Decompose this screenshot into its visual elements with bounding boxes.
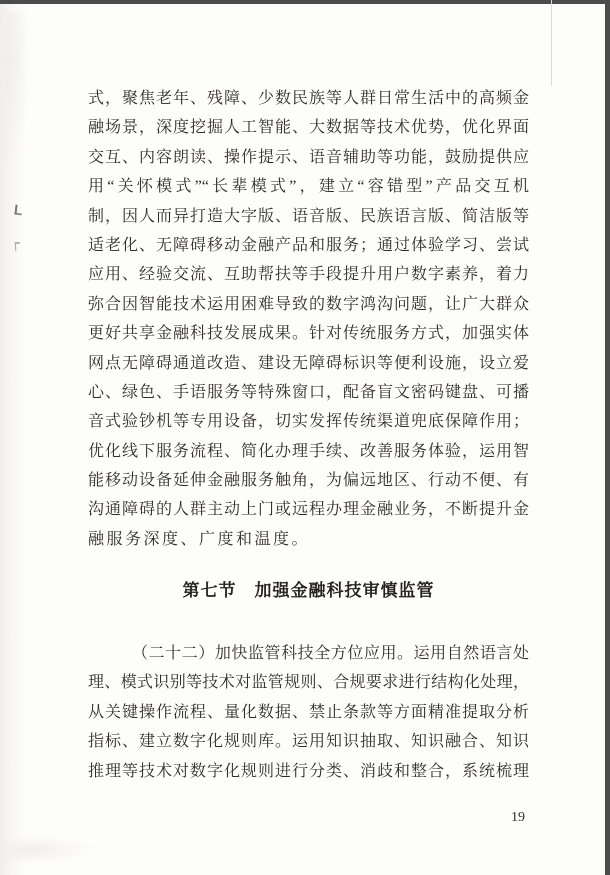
- section-heading: 第七节 加强金融科技审慎监管: [182, 581, 435, 600]
- text-line: 应用、经验交流、互助帮扶等手段提升用户数字素养，着力: [88, 266, 529, 284]
- margin-ink-speck: [14, 205, 22, 216]
- text-line: 弥合因智能技术运用困难导致的数字鸿沟问题，让广大群众: [88, 295, 529, 313]
- text-line: 交互、内容朗读、操作提示、语音辅助等功能，鼓励提供应: [88, 148, 529, 166]
- scan-artifact-line: [551, 0, 552, 86]
- page-number: 19: [511, 810, 525, 825]
- text-line: 推理等技术对数字化规则进行分类、消歧和整合，系统梳理: [88, 762, 529, 780]
- text-line: （二十二）加快监管科技全方位应用。运用自然语言处: [132, 645, 529, 662]
- text-line: 沟通障碍的人群主动上门或远程办理金融业务，不断提升金: [88, 501, 529, 519]
- text-line: 理、模式识别等技术对监管规则、合规要求进行结构化处理，: [88, 674, 529, 692]
- scan-edge-right: [605, 0, 610, 875]
- text-line: 适老化、无障碍移动金融产品和服务；通过体验学习、尝试: [88, 236, 529, 254]
- text-line: 网点无障碍通道改造、建设无障碍标识等便利设施，设立爱: [88, 354, 529, 372]
- scan-smudge-bottom-left: [0, 836, 95, 864]
- text-line: 融服务深度、广度和温度。: [88, 530, 311, 548]
- text-line: 融场景，深度挖掘人工智能、大数据等技术优势，优化界面: [88, 119, 529, 137]
- paragraph-continuation: [88, 84, 529, 554]
- text-line: 制，因人而异打造大字版、语音版、民族语言版、简洁版等: [88, 207, 529, 225]
- scan-smudge-top-left: [0, 12, 30, 172]
- margin-ink-speck: [15, 242, 21, 251]
- text-line: 式，聚焦老年、残障、少数民族等人群日常生活中的高频金: [88, 90, 529, 107]
- text-line: 能移动设备延伸金融服务触角，为偏远地区、行动不便、有: [88, 472, 529, 490]
- text-line: 心、绿色、手语服务等特殊窗口，配备盲文密码键盘、可播: [88, 383, 529, 401]
- scan-edge-top: [0, 0, 610, 4]
- text-line: 用“关怀模式”“长辈模式”，建立“容错型”产品交互机: [88, 178, 529, 196]
- paragraph-clause-22: [88, 639, 529, 786]
- text-line: 优化线下服务流程、简化办理手续、改善服务体验，运用智: [88, 442, 529, 460]
- text-line: 从关键操作流程、量化数据、禁止条款等方面精准提取分析: [88, 703, 529, 721]
- text-line: 指标、建立数字化规则库。运用知识抽取、知识融合、知识: [88, 733, 529, 751]
- text-line: 音式验钞机等专用设备，切实发挥传统渠道兜底保障作用；: [88, 413, 529, 431]
- text-line: 更好共享金融科技发展成果。针对传统服务方式，加强实体: [88, 325, 529, 343]
